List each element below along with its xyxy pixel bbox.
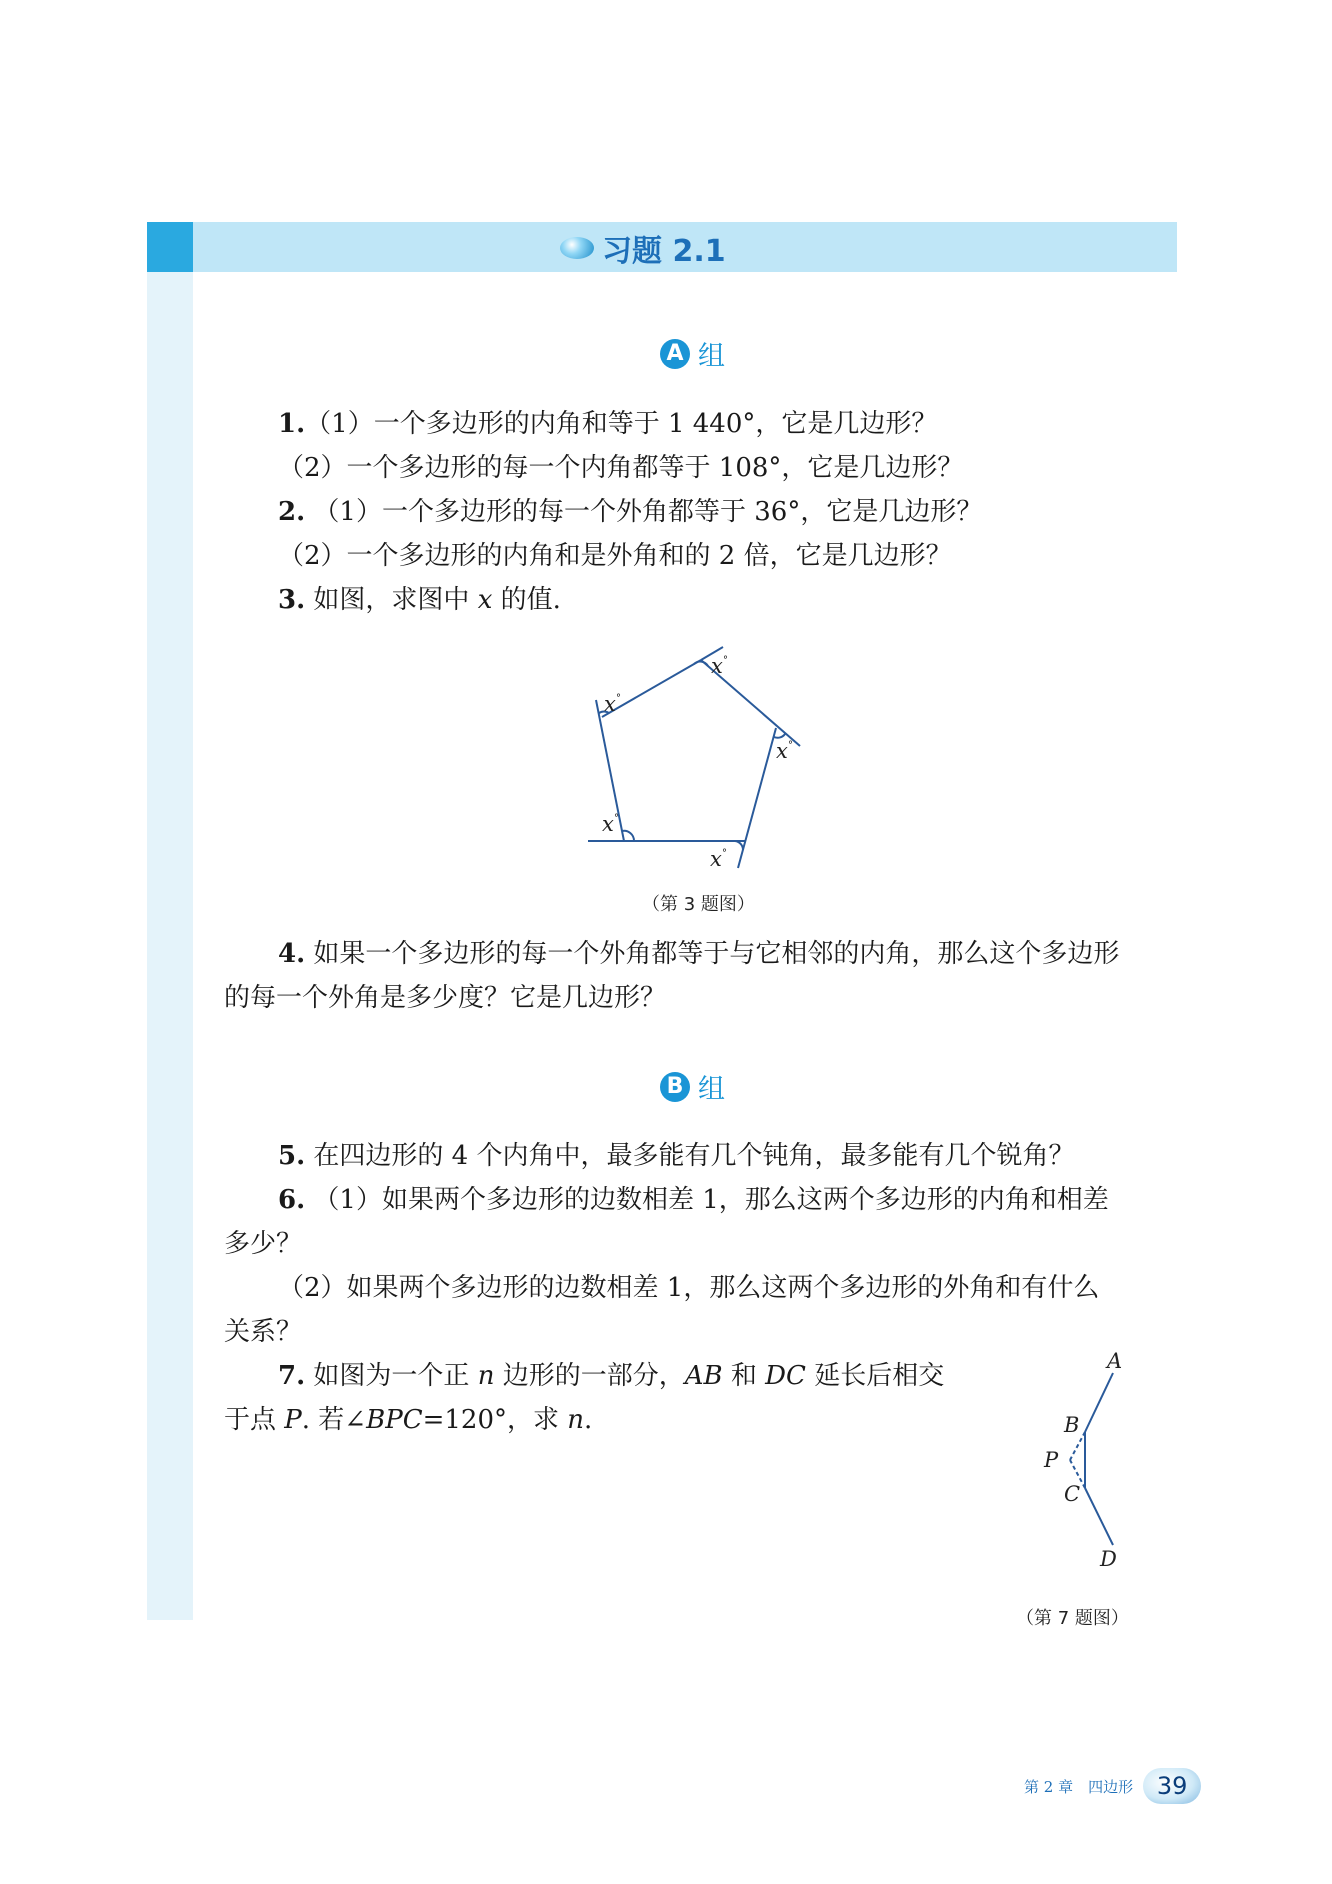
point-label-p: P [1044,1448,1059,1472]
angle-label-right: x [776,739,788,763]
group-b-label: 组 [698,1074,725,1105]
header-accent-block [147,222,193,272]
degree-mark: ° [722,848,727,859]
problem-6-line-4: 关系？ [224,1317,303,1347]
angle-arc-bottom-right [735,841,743,850]
angle-label-bottom-left: x [602,812,614,836]
globe-icon [560,237,594,259]
angle-arc-right [774,734,785,738]
pentagon-side-top-left [602,660,701,717]
problem-number: 7. [278,1361,306,1391]
problem-6-line-3: （2）如果两个多边形的边数相差 1，那么这两个多边形的外角和有什么 [278,1273,1100,1303]
problem-number: 4. [278,939,306,969]
segment-cd [1085,1488,1113,1545]
problem-2-line-1: 2. （1）一个多边形的每一个外角都等于 36°，它是几边形？ [278,497,983,527]
problem-number: 6. [278,1185,306,1215]
problem-6-line-1: 6. （1）如果两个多边形的边数相差 1，那么这两个多边形的内角和相差 [278,1185,1109,1215]
degree-mark: ° [616,693,621,704]
problem-2-line-2: （2）一个多边形的内角和是外角和的 2 倍，它是几边形？ [278,541,952,571]
point-label-b: B [1064,1413,1080,1437]
segment-ab [1085,1373,1113,1432]
angle-label-bottom-right: x [710,847,722,871]
problem-number: 5. [278,1141,306,1171]
pentagon-side-right [738,728,776,868]
problem-7-line-2: 于点 P. 若∠BPC=120°，求 n. [224,1405,593,1435]
problem-6-line-2: 多少？ [224,1229,303,1259]
page-number: 39 [1143,1768,1201,1804]
degree-mark: ° [614,813,619,824]
problem-3-line-1: 3. 如图，求图中 x 的值. [278,585,561,615]
chapter-label: 第 2 章 四边形 [1024,1777,1134,1796]
figure-7-polygon-part [1030,1350,1160,1580]
exercise-title-text: 习题 2.1 [602,234,726,269]
page-footer [1024,1768,1201,1804]
group-b-letter: B [660,1072,690,1102]
problem-4-line-1: 4. 如果一个多边形的每一个外角都等于与它相邻的内角，那么这个多边形 [278,939,1120,969]
degree-mark: ° [723,655,728,666]
group-a-label: 组 [698,341,725,372]
group-a-heading [660,334,725,373]
problem-number: 3. [278,585,306,615]
problem-1-line-2: （2）一个多边形的每一个内角都等于 108°，它是几边形？ [278,453,964,483]
exercise-title [560,226,726,270]
degree-mark: ° [788,740,793,751]
side-strip [147,222,193,1620]
problem-number: 1. [278,409,306,439]
figure-7-caption: （第 7 题图） [1016,1608,1129,1629]
group-a-letter: A [660,339,690,369]
point-label-a: A [1107,1350,1123,1373]
problem-7-line-1: 7. 如图为一个正 n 边形的一部分，AB 和 DC 延长后相交 [278,1361,945,1391]
group-b-heading [660,1067,725,1106]
angle-label-left: x [604,692,616,716]
point-label-c: C [1064,1482,1081,1506]
problem-number: 2. [278,497,306,527]
problem-4-line-2: 的每一个外角是多少度？它是几边形？ [224,983,667,1013]
problem-5-line-1: 5. 在四边形的 4 个内角中，最多能有几个钝角，最多能有几个锐角？ [278,1141,1075,1171]
figure-3-caption: （第 3 题图） [642,894,755,915]
point-label-d: D [1100,1547,1117,1571]
problem-1-line-1: 1.（1）一个多边形的内角和等于 1 440°，它是几边形？ [278,409,938,439]
angle-label-top: x [711,654,723,678]
figure-3-pentagon [580,640,810,880]
